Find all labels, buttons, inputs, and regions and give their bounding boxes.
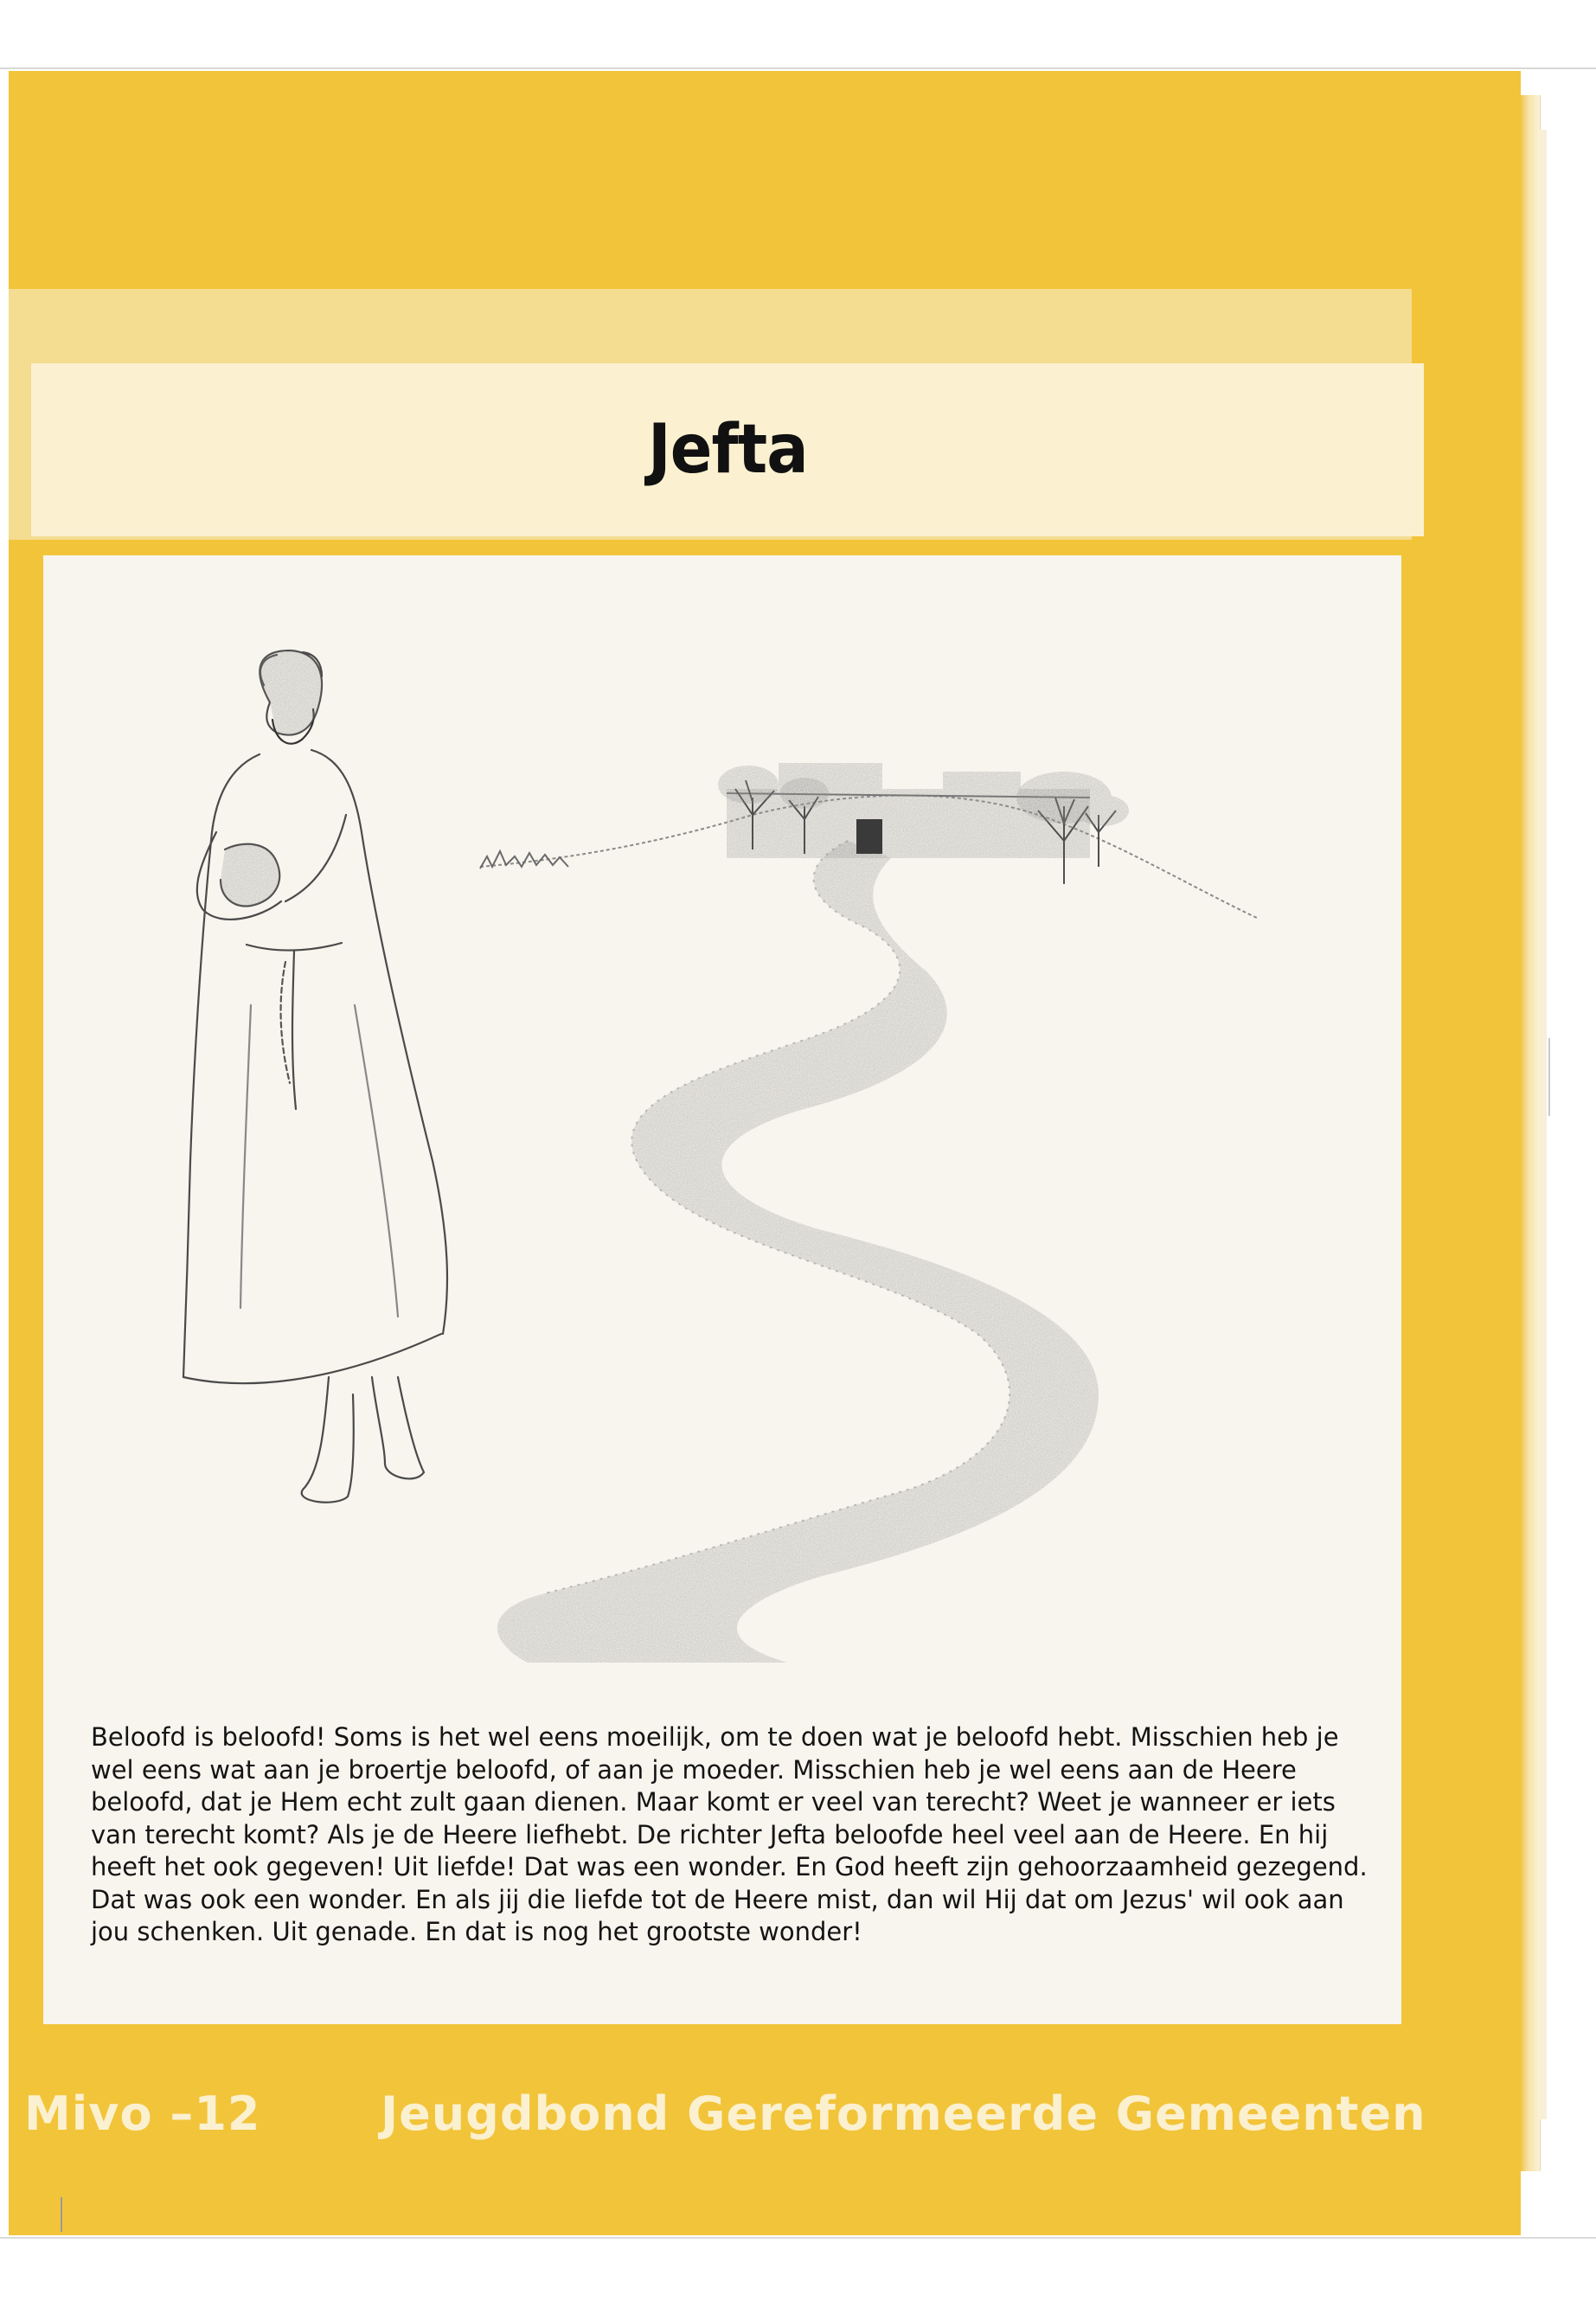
scan-speck xyxy=(1548,1038,1550,1116)
footer xyxy=(9,2043,1514,2190)
jefta-figure xyxy=(183,651,447,1503)
scan-edge-bottom xyxy=(0,2237,1596,2239)
pencil-illustration xyxy=(43,555,1401,1697)
booklet-spine xyxy=(1521,95,1541,2171)
winding-road xyxy=(497,841,1099,1663)
publisher-name: Jeugdbond Gereformeerde Gemeenten xyxy=(381,2086,1426,2141)
title-box xyxy=(31,363,1424,536)
story-text: Beloofd is beloofd! Soms is het wel eens moeilijk, om te doen wat je beloofd hebt. Misschien heb je wel eens wat aan je broertje beloofd, of aan je moeder. Misschien heb je wel eens aan de Heere beloofd, dat je Hem echt zult gaan dienen. Maar komt er veel van terecht? Weet je wanneer er iets van terecht komt? Als je de Heere liefhebt. De richter Jefta beloofde heel veel aan de Heere. En hij heeft het ook gegeven! Uit liefde! Dat was een wonder. En God heeft zijn gehoorzaamheid gezegend. Dat was ook een wonder. En als jij die liefde tot de Heere mist, dan wil Hij dat om Jezus' wil ook aan jou schenken. Uit genade. En dat is nog het grootste wonder! xyxy=(91,1722,1368,1946)
booklet-page-edges xyxy=(1540,130,1547,2119)
booklet-cover xyxy=(9,71,1521,2235)
scan-speck xyxy=(61,2197,62,2232)
series-brand: Mivo –12 xyxy=(24,2086,261,2141)
town-gate xyxy=(856,819,882,854)
page-title: Jefta xyxy=(647,411,808,489)
content-panel xyxy=(43,555,1401,2024)
scan-edge-top xyxy=(0,67,1596,69)
